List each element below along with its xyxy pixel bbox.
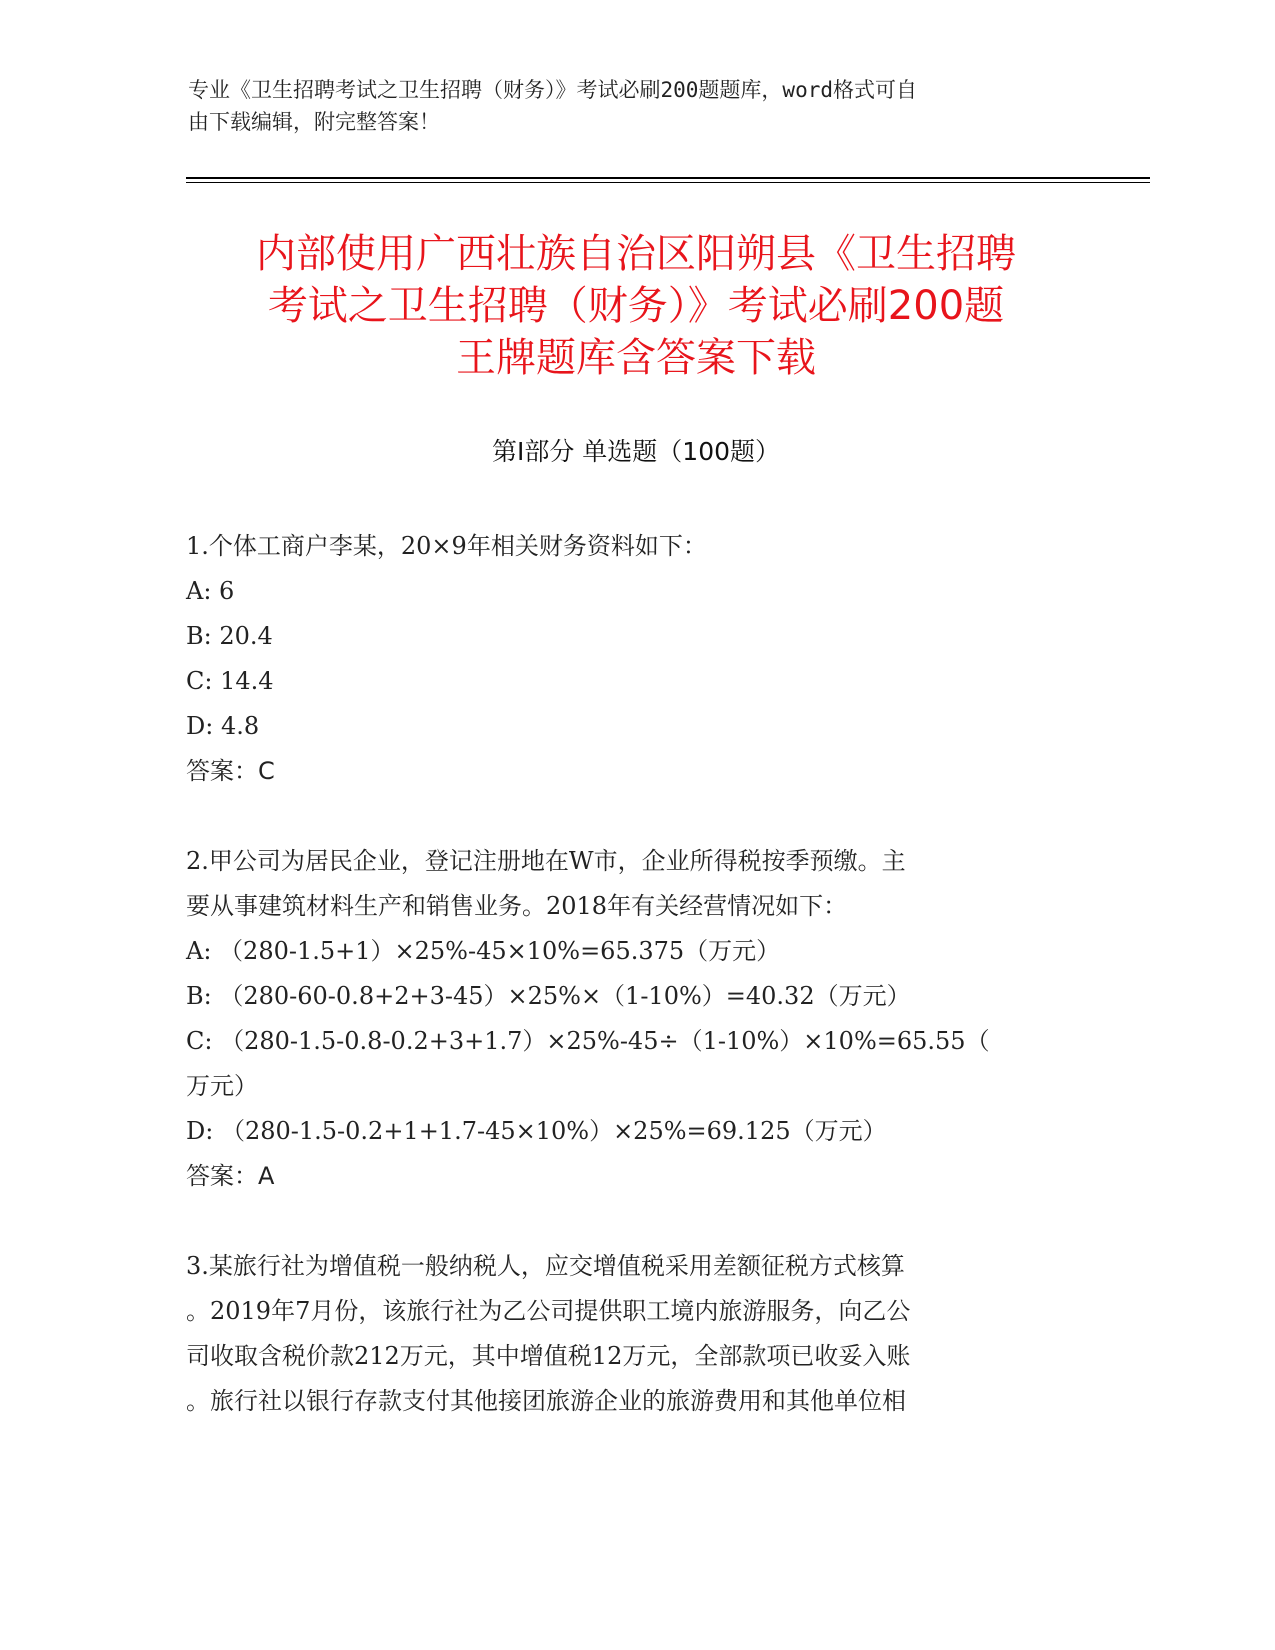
section-heading: 第Ⅰ部分 单选题（100题） <box>491 437 781 466</box>
question-stem: 司收取含税价款212万元，其中增值税12万元，全部款项已收妥入账 <box>186 1342 911 1370</box>
answer: 答案：A <box>186 1162 275 1190</box>
option-c: C: （280-1.5-0.8-0.2+3+1.7）×25%-45÷（1-10%）×10%=65.55（ <box>186 1027 990 1055</box>
option-b: B: （280-60-0.8+2+3-45）×25%×（1-10%）=40.32（万元） <box>186 982 911 1010</box>
spacer <box>186 794 1066 839</box>
question-stem: 1.个体工商户李某，20×9年相关财务资料如下： <box>186 532 707 560</box>
option-a: A: （280-1.5+1）×25%-45×10%=65.375（万元） <box>186 937 781 965</box>
title-line: 王牌题库含答案下载 <box>456 335 816 381</box>
question-stem: 要从事建筑材料生产和销售业务。2018年有关经营情况如下： <box>186 892 848 920</box>
header-note <box>188 74 1078 138</box>
question-stem: 3.某旅行社为增值税一般纳税人，应交增值税采用差额征税方式核算 <box>186 1252 905 1280</box>
document-title <box>186 228 1086 384</box>
question-3 <box>186 1244 1066 1424</box>
option-c: C: 14.4 <box>186 667 274 695</box>
option-b: B: 20.4 <box>186 622 273 650</box>
option-a: A: 6 <box>186 577 235 605</box>
title-line: 考试之卫生招聘（财务）》考试必刷200题 <box>267 283 1005 329</box>
question-stem: 2.甲公司为居民企业，登记注册地在W市，企业所得税按季预缴。主 <box>186 847 906 875</box>
title-line: 内部使用广西壮族自治区阳朔县《卫生招聘 <box>256 231 1016 277</box>
question-stem: 。旅行社以银行存款支付其他接团旅游企业的旅游费用和其他单位相 <box>186 1387 906 1415</box>
question-list <box>186 524 1066 1424</box>
header-note-line: 专业《卫生招聘考试之卫生招聘（财务）》考试必刷200题题库，word格式可自 <box>188 78 917 102</box>
option-d: D: （280-1.5-0.2+1+1.7-45×10%）×25%=69.125（万元） <box>186 1117 887 1145</box>
answer: 答案：C <box>186 757 275 785</box>
question-2 <box>186 839 1066 1199</box>
option-d: D: 4.8 <box>186 712 260 740</box>
spacer <box>186 1199 1066 1244</box>
question-stem: 。2019年7月份，该旅行社为乙公司提供职工境内旅游服务，向乙公 <box>186 1297 911 1325</box>
header-divider-thin <box>186 182 1150 183</box>
option-c-continued: 万元） <box>186 1072 258 1100</box>
question-1 <box>186 524 1066 794</box>
header-note-line: 由下载编辑，附完整答案！ <box>188 110 440 134</box>
header-divider-thick <box>186 177 1150 179</box>
